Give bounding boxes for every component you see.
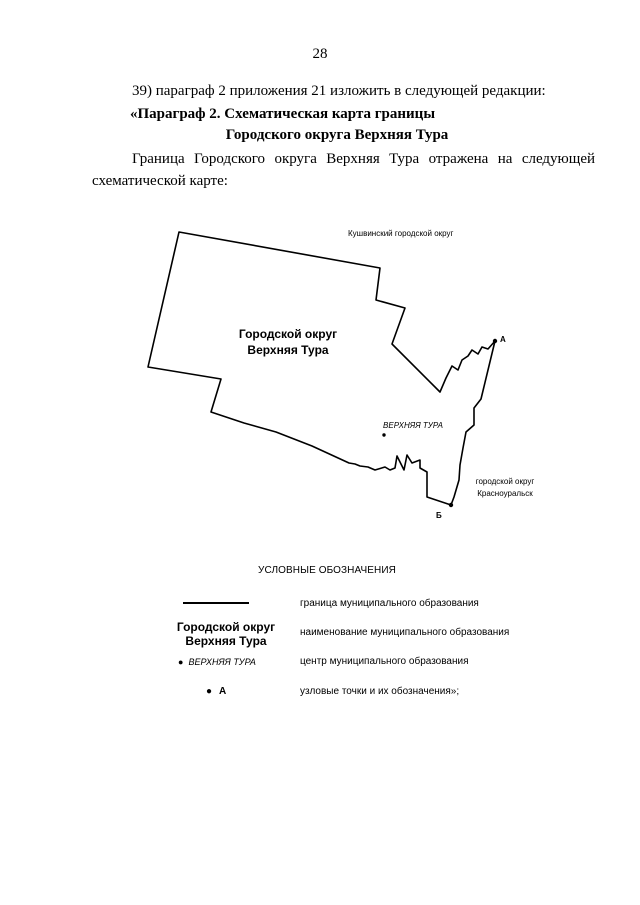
- legend-boundary-line-sample: [183, 602, 249, 604]
- legend-node-dot-icon: ●: [206, 686, 213, 697]
- legend-center-desc: центр муниципального образования: [300, 656, 469, 667]
- body-paragraph: Граница Городского округа Верхняя Тура отражена на следующей схематической карте:: [92, 151, 595, 189]
- legend-node-sample: [206, 686, 226, 697]
- legend-boundary-desc: граница муниципального образования: [300, 598, 479, 609]
- map-region-name-line1: Городской округ: [238, 327, 338, 341]
- legend-name-desc: наименование муниципального образования: [300, 627, 510, 638]
- map-node-label-b: Б: [436, 511, 442, 520]
- legend-node-sample-label: А: [219, 686, 227, 697]
- heading-line-1: «Параграф 2. Схематическая карта границы: [130, 106, 436, 122]
- page-number: 28: [312, 46, 328, 62]
- legend-name-sample-line1: Городской округ: [176, 620, 276, 634]
- map-center-name: ВЕРХНЯЯ ТУРА: [383, 421, 443, 430]
- map-neighbor-north: Кушвинский городской округ: [348, 229, 454, 238]
- municipal-boundary: [148, 232, 495, 505]
- legend-center-dot-icon: ●: [178, 657, 184, 667]
- legend-name-sample-line2: Верхняя Тура: [185, 634, 267, 648]
- map-neighbor-east-line1: городской округ: [475, 477, 535, 486]
- legend-node-desc: узловые точки и их обозначения»;: [300, 686, 460, 697]
- legend-title: УСЛОВНЫЕ ОБОЗНАЧЕНИЯ: [258, 565, 396, 576]
- legend-center-sample: [178, 657, 256, 667]
- map-region-name-line2: Верхняя Тура: [247, 343, 329, 357]
- node-point-a: [493, 339, 497, 343]
- legend-name-sample: [170, 620, 282, 648]
- center-point: [382, 433, 385, 436]
- node-point-b: [449, 503, 453, 507]
- amendment-line: 39) параграф 2 приложения 21 изложить в следующей редакции:: [132, 83, 546, 99]
- map-node-label-a: А: [500, 335, 506, 344]
- legend-center-sample-label: ВЕРХНЯЯ ТУРА: [188, 657, 256, 667]
- map-neighbor-east-line2: Красноуральск: [477, 489, 533, 498]
- heading-line-2: Городского округа Верхняя Тура: [225, 127, 449, 143]
